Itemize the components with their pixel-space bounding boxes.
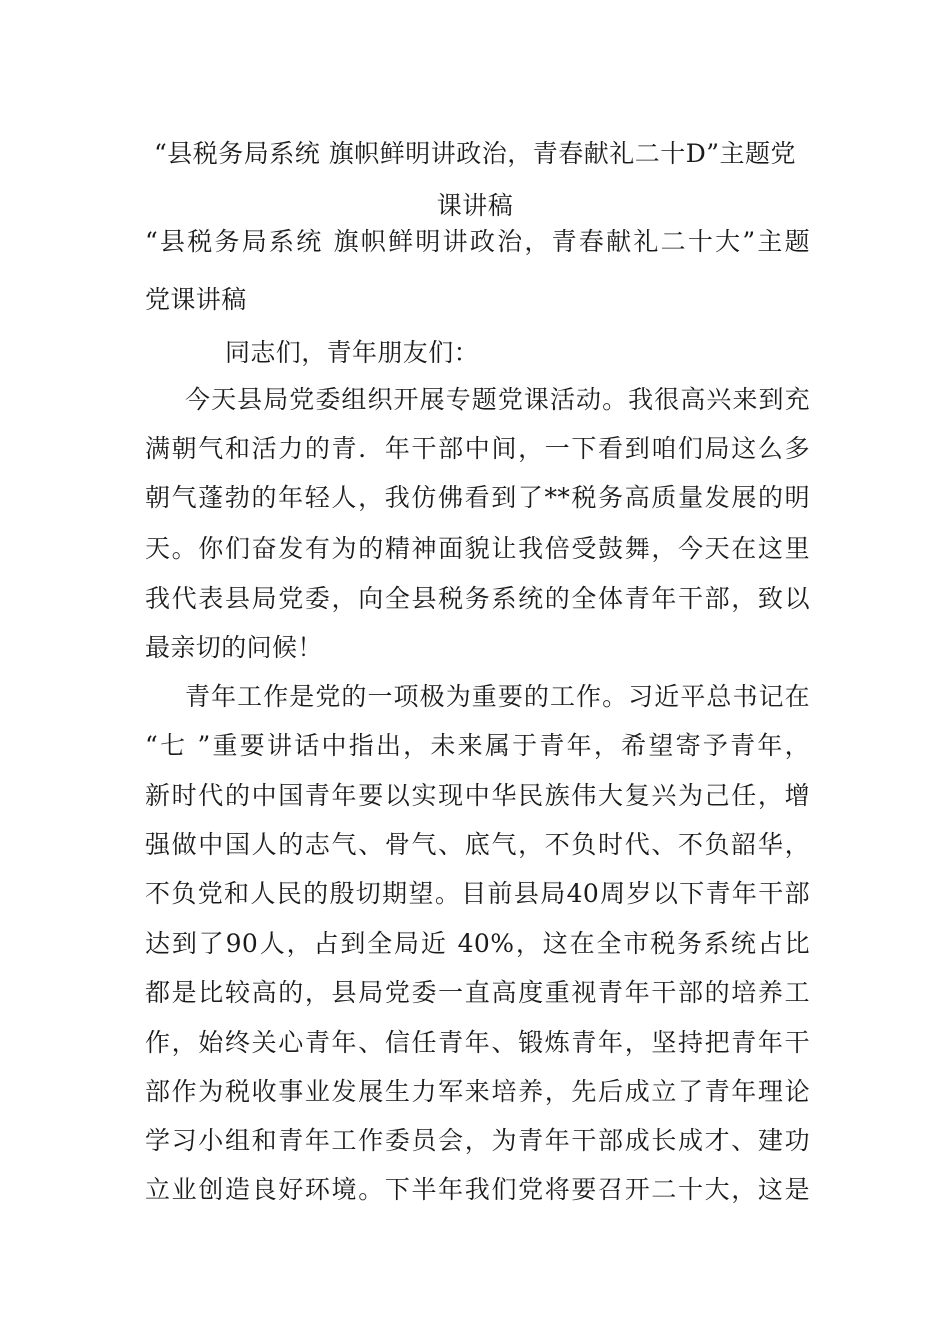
- body-line: 学习小组和青年工作委员会，为青年干部成长成才、建功: [145, 1126, 810, 1155]
- body-line: 不负党和人民的殷切期望。目前县局40周岁以下青年干部: [145, 879, 810, 908]
- body-line: 我代表县局党委，向全县税务系统的全体青年干部，致以: [145, 584, 810, 613]
- subtitle-line-2: 党课讲稿: [145, 285, 247, 314]
- body-line: 天。你们奋发有为的精神面貌让我倍受鼓舞，今天在这里: [145, 534, 810, 563]
- body-line: 朝气蓬勃的年轻人，我仿佛看到了**税务高质量发展的明: [145, 483, 810, 512]
- body-line: 最亲切的问候！: [145, 633, 323, 662]
- body-line: 作，始终关心青年、信任青年、锻炼青年，坚持把青年干: [145, 1028, 810, 1057]
- body-line: 青年工作是党的一项极为重要的工作。习近平总书记在: [185, 682, 810, 711]
- body-line: 都是比较高的，县局党委一直高度重视青年干部的培养工: [145, 978, 810, 1007]
- body-line: 达到了90人，占到全局近 40%，这在全市税务系统占比: [145, 929, 810, 958]
- document-title: “县税务局系统 旗帜鲜明讲政治，青春献礼二十D”主题党课讲稿: [153, 139, 797, 220]
- subtitle-line-1: “县税务局系统 旗帜鲜明讲政治，青春献礼二十大”主题: [145, 227, 810, 256]
- body-line: 部作为税收事业发展生力军来培养，先后成立了青年理论: [145, 1077, 810, 1106]
- body-line: 今天县局党委组织开展专题党课活动。我很高兴来到充: [185, 385, 810, 414]
- body-line: 强做中国人的志气、骨气、底气，不负时代、不负韶华，: [145, 830, 810, 859]
- body-line: “七 ”重要讲话中指出，未来属于青年，希望寄予青年，: [145, 731, 810, 760]
- body-line: 立业创造良好环境。下半年我们党将要召开二十大，这是: [145, 1175, 810, 1204]
- salutation: 同志们，青年朋友们：: [225, 338, 480, 367]
- body-line: 满朝气和活力的青．年干部中间，一下看到咱们局这么多: [145, 434, 810, 463]
- body-line: 新时代的中国青年要以实现中华民族伟大复兴为己任，增: [145, 781, 810, 810]
